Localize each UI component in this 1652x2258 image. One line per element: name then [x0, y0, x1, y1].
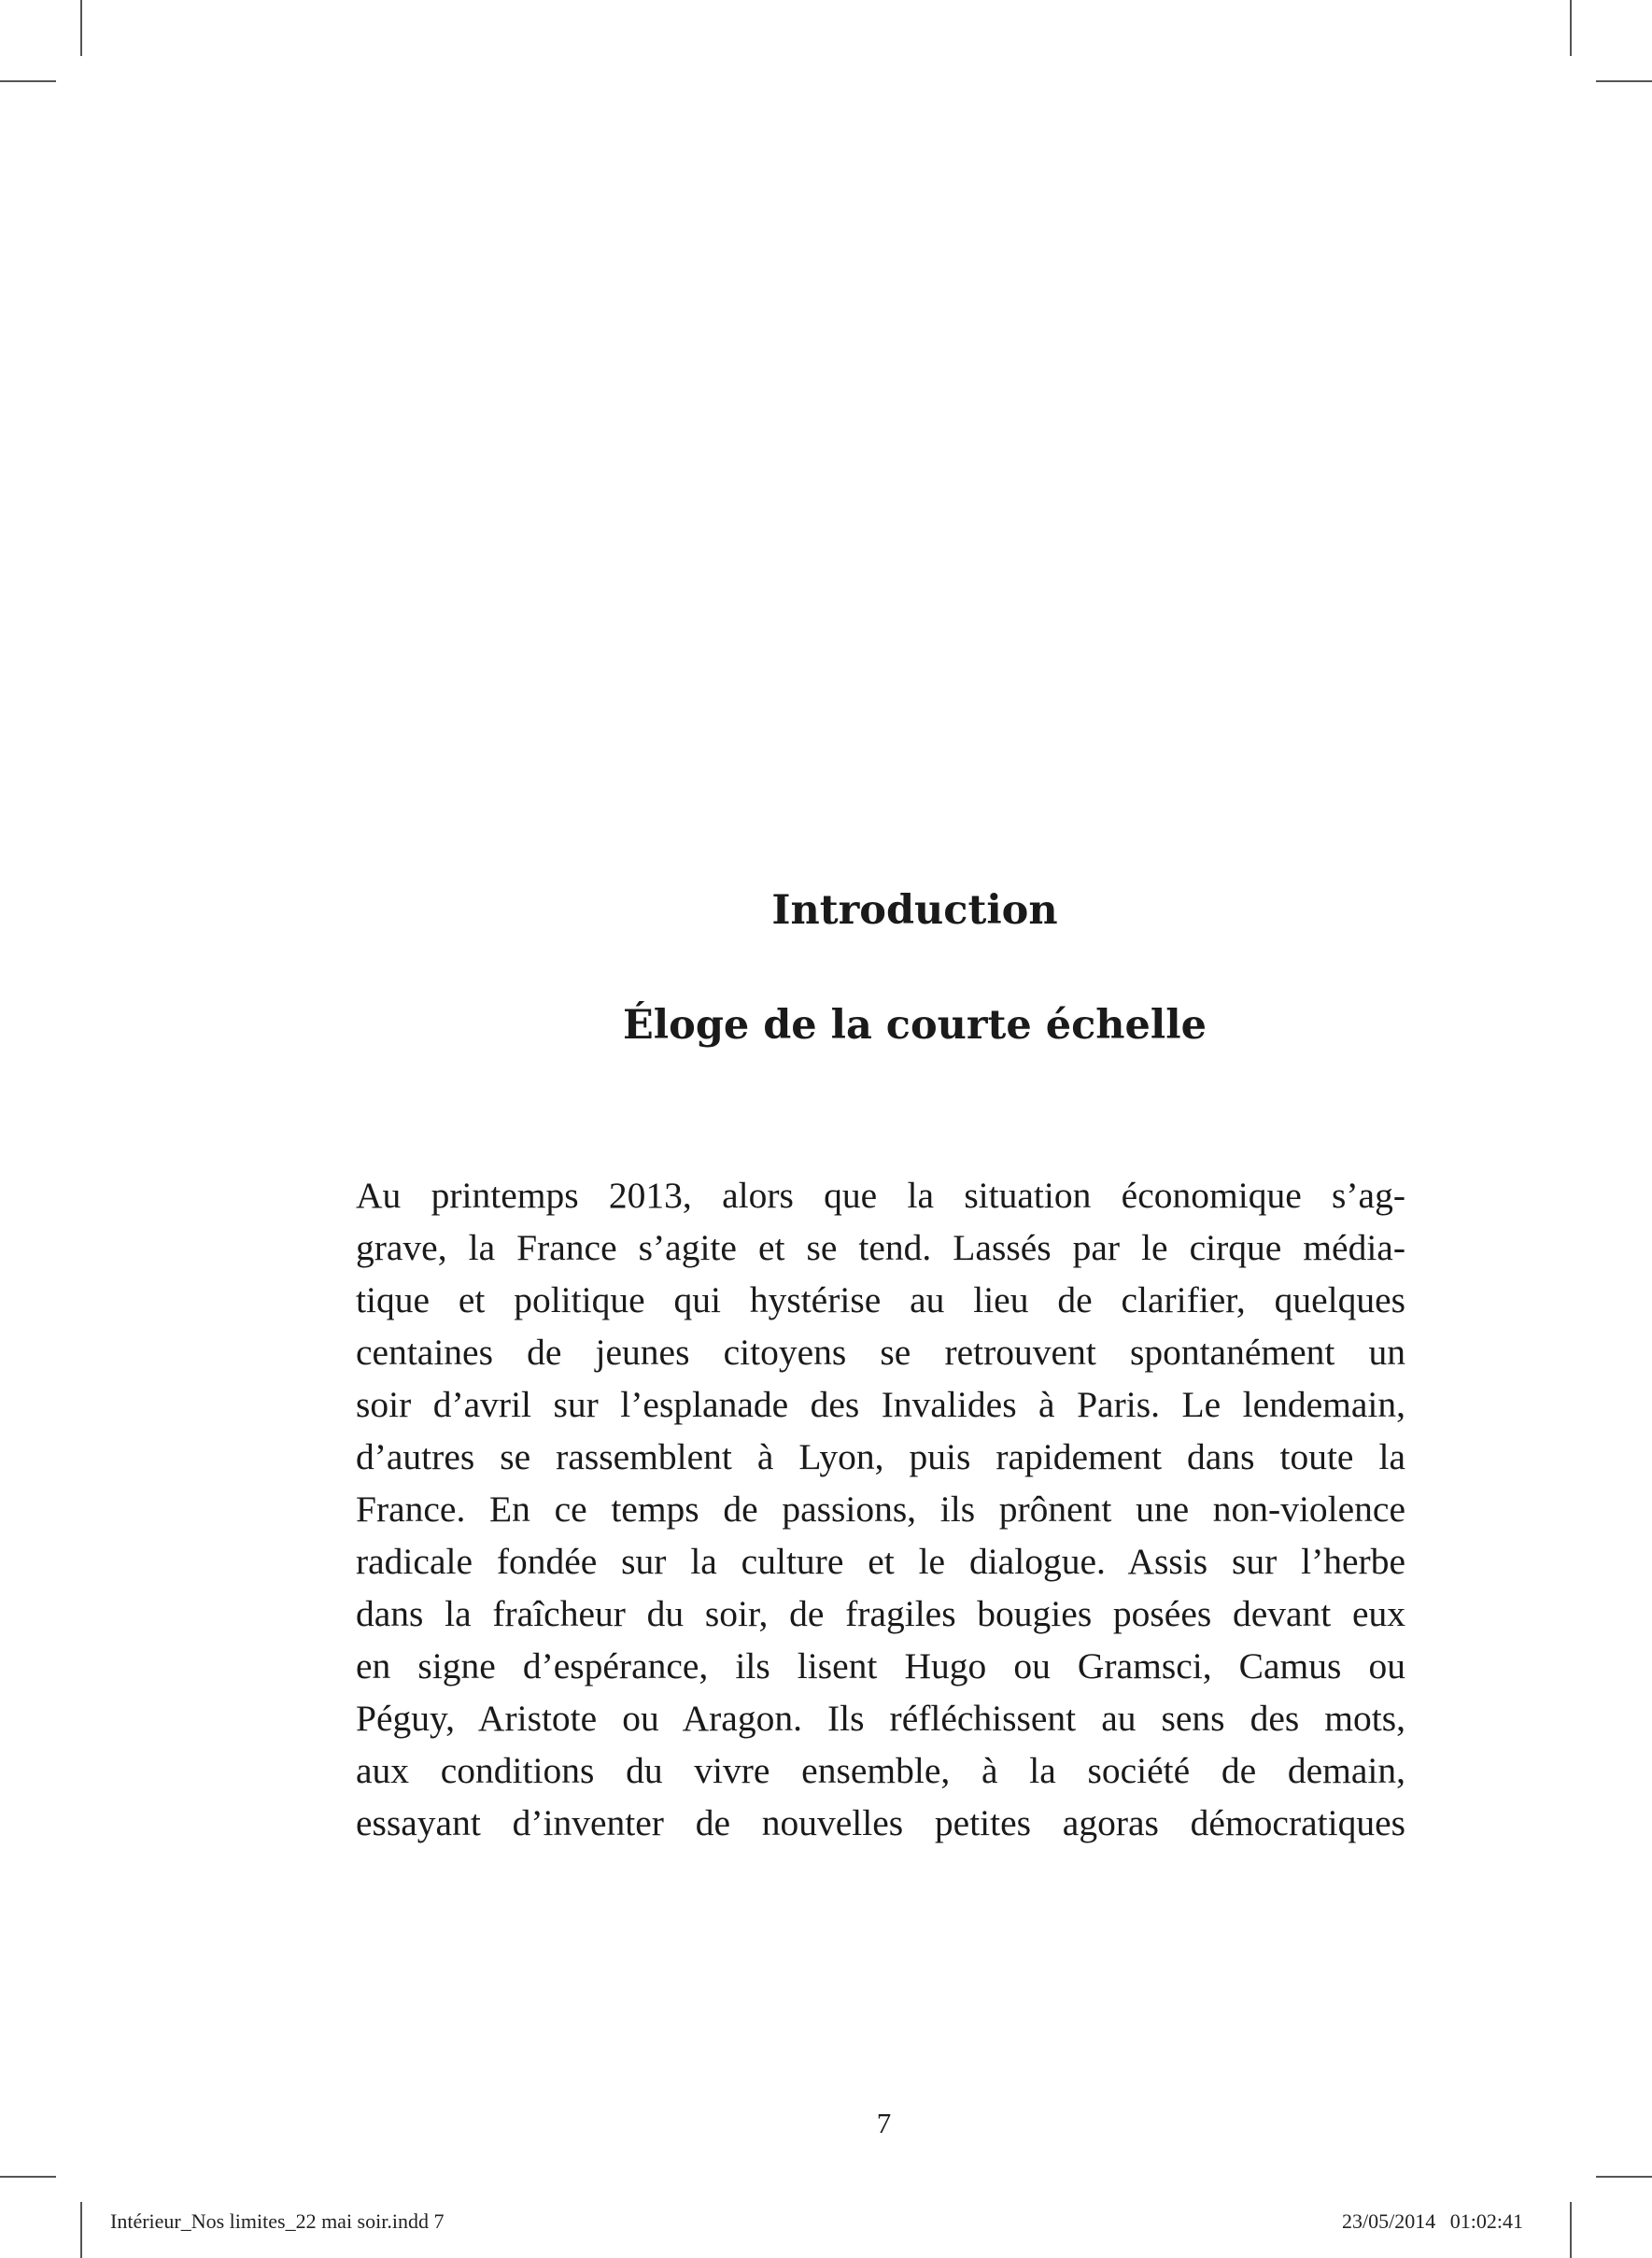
crop-mark-top-right-vertical	[1570, 0, 1572, 56]
chapter-label: Introduction	[771, 887, 1058, 934]
crop-mark-bottom-right-horizontal	[1596, 2176, 1652, 2178]
text-line: Péguy, Aristote ou Aragon. Ils réfléchissent au sens des mots,	[356, 1698, 1405, 1739]
text-line: d’autres se rassemblent à Lyon, puis rapidement dans toute la	[356, 1436, 1405, 1477]
text-line: radicale fondée sur la culture et le dialogue. Assis sur l’herbe	[356, 1541, 1405, 1582]
crop-mark-top-right-horizontal	[1596, 80, 1652, 82]
page-number: 7	[876, 2107, 892, 2139]
text-line: essayant d’inventer de nouvelles petites agoras démocratiques	[356, 1802, 1405, 1843]
text-line: Au printemps 2013, alors que la situation économique s’ag-	[356, 1175, 1405, 1216]
text-line: en signe d’espérance, ils lisent Hugo ou Gramsci, Camus ou	[356, 1645, 1405, 1686]
body-paragraph	[356, 1169, 1405, 1849]
text-line: aux conditions du vivre ensemble, à la société de demain,	[356, 1750, 1405, 1791]
slug-date: 23/05/2014	[1342, 2209, 1436, 2233]
crop-mark-top-left-horizontal	[0, 80, 56, 82]
text-line: France. En ce temps de passions, ils prônent une non-violence	[356, 1489, 1405, 1530]
crop-mark-bottom-left-vertical	[80, 2202, 82, 2258]
crop-mark-top-left-vertical	[80, 0, 82, 56]
text-line: centaines de jeunes citoyens se retrouvent spontanément un	[356, 1332, 1405, 1373]
slug-timestamp	[1342, 2209, 1523, 2234]
crop-mark-bottom-right-vertical	[1570, 2202, 1572, 2258]
slug-filename: Intérieur_Nos limites_22 mai soir.indd 7	[110, 2209, 445, 2233]
text-line: soir d’avril sur l’esplanade des Invalides à Paris. Le lendemain,	[356, 1384, 1405, 1425]
slug-time: 01:02:41	[1449, 2209, 1523, 2233]
text-line: dans la fraîcheur du soir, de fragiles bougies posées devant eux	[356, 1593, 1405, 1634]
text-line: grave, la France s’agite et se tend. Lassés par le cirque média-	[356, 1227, 1405, 1268]
crop-mark-bottom-left-horizontal	[0, 2176, 56, 2178]
chapter-title: Éloge de la courte échelle	[623, 1002, 1207, 1049]
text-line: tique et politique qui hystérise au lieu de clarifier, quelques	[356, 1279, 1405, 1320]
